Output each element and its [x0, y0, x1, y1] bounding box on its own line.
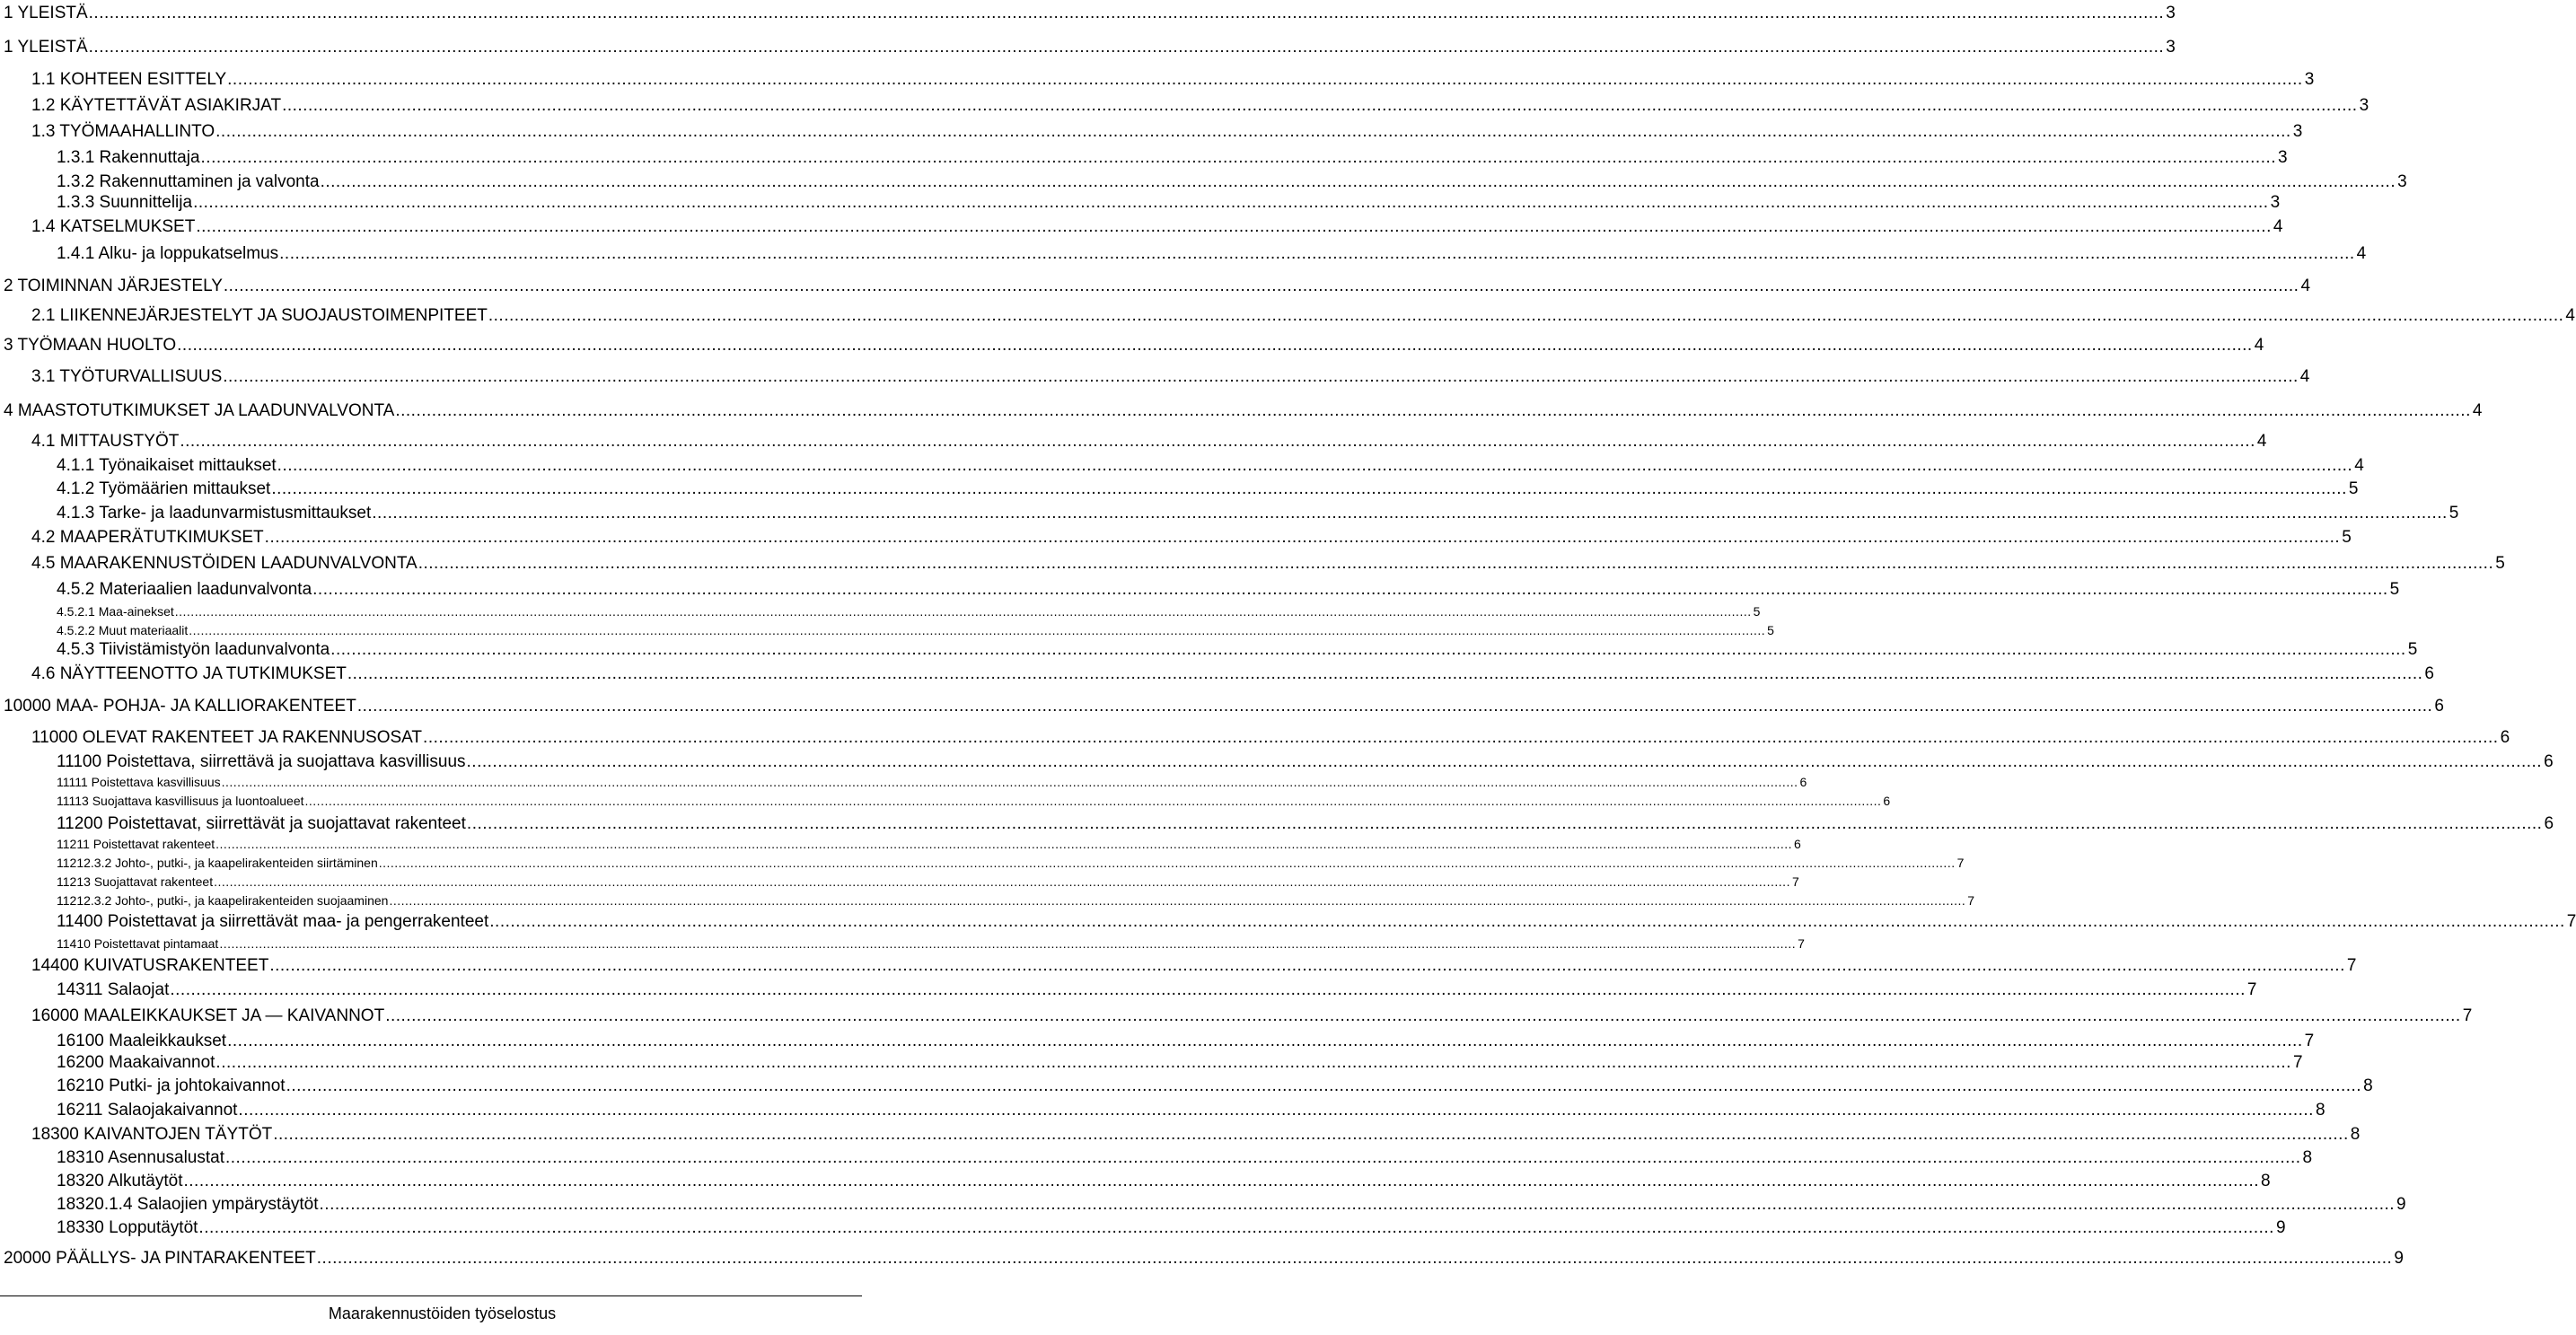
toc-entry-page: 9	[2275, 1218, 2286, 1237]
toc-entry[interactable]	[57, 242, 2367, 267]
toc-entry-page: 4	[2273, 217, 2283, 236]
toc-entry[interactable]	[57, 1146, 2313, 1171]
toc-dot-leader: ................................................................................................................................................................................................................................................................................................................................................................................................................	[466, 814, 2543, 833]
toc-entry[interactable]	[31, 953, 2357, 979]
toc-dot-leader: ................................................................................................................................................................................................................................................................................................................................................................................................................	[385, 1006, 2461, 1025]
toc-entry[interactable]	[57, 869, 1799, 889]
toc-dot-leader: ................................................................................................................................................................................................................................................................................................................................................................................................................	[277, 456, 2353, 475]
toc-entry-title: 4.5.3 Tiivistämistyön laadunvalvonta	[57, 640, 330, 659]
toc-entry-page: 8	[2363, 1076, 2373, 1095]
toc-dot-leader: ................................................................................................................................................................................................................................................................................................................................................................................................................	[225, 1148, 2301, 1167]
toc-entry-page: 7	[1798, 936, 1805, 951]
toc-dot-leader: ................................................................................................................................................................................................................................................................................................................................................................................................................	[200, 148, 2277, 167]
toc-entry[interactable]	[4, 35, 2176, 60]
toc-entry-page: 7	[2292, 1053, 2303, 1072]
toc-entry[interactable]	[57, 978, 2257, 1003]
toc-entry-page: 6	[2544, 814, 2554, 833]
toc-dot-leader: ................................................................................................................................................................................................................................................................................................................................................................................................................	[488, 306, 2564, 325]
toc-entry-page: 3	[2270, 193, 2281, 212]
toc-dot-leader: ................................................................................................................................................................................................................................................................................................................................................................................................................	[215, 837, 1793, 851]
toc-entry-title: 11211 Poistettavat rakenteet	[57, 837, 215, 851]
toc-entry[interactable]	[57, 145, 2288, 171]
toc-dot-leader: ................................................................................................................................................................................................................................................................................................................................................................................................................	[279, 244, 2355, 263]
toc-entry[interactable]	[57, 931, 1805, 951]
toc-dot-leader: ................................................................................................................................................................................................................................................................................................................................................................................................................	[215, 1053, 2291, 1072]
toc-dot-leader: ................................................................................................................................................................................................................................................................................................................................................................................................................	[286, 1076, 2362, 1095]
toc-entry[interactable]	[57, 1192, 2406, 1217]
toc-entry-title: 1.3.2 Rakennuttaminen ja valvonta	[57, 172, 320, 191]
toc-dot-leader: ................................................................................................................................................................................................................................................................................................................................................................................................................	[372, 504, 2448, 523]
toc-dot-leader: ................................................................................................................................................................................................................................................................................................................................................................................................................	[378, 856, 1956, 870]
toc-entry-title: 11000 OLEVAT RAKENTEET JA RAKENNUSOSAT	[31, 728, 423, 747]
toc-dot-leader: ................................................................................................................................................................................................................................................................................................................................................................................................................	[304, 794, 1882, 808]
toc-entry[interactable]	[31, 725, 2510, 751]
toc-dot-leader: ................................................................................................................................................................................................................................................................................................................................................................................................................	[356, 697, 2433, 716]
toc-entry-title: 16211 Salaojakaivannot	[57, 1101, 238, 1120]
toc-entry[interactable]	[31, 215, 2283, 240]
toc-entry[interactable]	[57, 888, 1975, 908]
toc-entry-title: 1.3.1 Rakennuttaja	[57, 148, 200, 167]
toc-entry-page: 5	[2495, 554, 2505, 573]
toc-entry-title: 16200 Maakaivannot	[57, 1053, 215, 1072]
toc-entry-title: 11410 Poistettavat pintamaat	[57, 936, 219, 951]
toc-entry-title: 1 YLEISTÄ	[4, 38, 88, 57]
footer-divider	[0, 1295, 862, 1296]
toc-entry-page: 3	[2166, 38, 2176, 57]
toc-dot-leader: ................................................................................................................................................................................................................................................................................................................................................................................................................	[223, 367, 2299, 386]
toc-entry-page: 7	[1791, 874, 1799, 889]
toc-entry-title: 11100 Poistettava, siirrettävä ja suojattava kasvillisuus	[57, 752, 466, 771]
toc-entry-title: 11213 Suojattavat rakenteet	[57, 874, 214, 889]
toc-entry-title: 4.1.2 Työmäärien mittaukset	[57, 479, 271, 498]
toc-entry-title: 11200 Poistettavat, siirrettävät ja suojattavat rakenteet	[57, 814, 466, 833]
toc-entry-title: 3 TYÖMAAN HUOLTO	[4, 336, 177, 355]
toc-entry-page: 6	[1794, 837, 1801, 851]
toc-entry[interactable]	[31, 551, 2505, 576]
toc-entry[interactable]	[57, 1074, 2373, 1099]
toc-dot-leader: ................................................................................................................................................................................................................................................................................................................................................................................................................	[223, 277, 2299, 295]
toc-dot-leader: ................................................................................................................................................................................................................................................................................................................................................................................................................	[221, 775, 1798, 789]
toc-dot-leader: ................................................................................................................................................................................................................................................................................................................................................................................................................	[269, 956, 2345, 975]
toc-entry-page: 5	[2389, 580, 2400, 599]
toc-entry-page: 8	[2261, 1172, 2271, 1190]
toc-entry-page: 6	[2434, 697, 2444, 716]
toc-entry-page: 8	[2315, 1101, 2325, 1120]
toc-entry-page: 6	[2424, 664, 2434, 683]
toc-entry[interactable]	[57, 618, 1774, 637]
toc-entry-page: 7	[2246, 980, 2257, 999]
toc-dot-leader: ................................................................................................................................................................................................................................................................................................................................................................................................................	[174, 604, 1752, 619]
toc-dot-leader: ................................................................................................................................................................................................................................................................................................................................................................................................................	[282, 96, 2358, 115]
toc-entry[interactable]	[31, 93, 2369, 119]
toc-dot-leader: ................................................................................................................................................................................................................................................................................................................................................................................................................	[219, 936, 1797, 951]
toc-entry-title: 11212.3.2 Johto-, putki-, ja kaapelirakenteiden siirtäminen	[57, 856, 378, 870]
toc-entry-page: 4	[2472, 401, 2483, 420]
toc-dot-leader: ................................................................................................................................................................................................................................................................................................................................................................................................................	[193, 193, 2269, 212]
toc-dot-leader: ................................................................................................................................................................................................................................................................................................................................................................................................................	[466, 752, 2543, 771]
page-footer: Maarakennustöiden työselostus	[328, 1304, 557, 1322]
toc-dot-leader: ................................................................................................................................................................................................................................................................................................................................................................................................................	[214, 874, 1790, 889]
toc-entry-title: 4.2 MAAPERÄTUTKIMUKSET	[31, 528, 264, 547]
toc-dot-leader: ................................................................................................................................................................................................................................................................................................................................................................................................................	[489, 912, 2565, 931]
toc-entry[interactable]	[4, 333, 2264, 358]
toc-entry-title: 1 YLEISTÄ	[4, 4, 88, 22]
toc-entry[interactable]	[57, 190, 2281, 215]
toc-entry-page: 6	[1799, 775, 1807, 789]
toc-entry-title: 4.6 NÄYTTEENOTTO JA TUTKIMUKSET	[31, 664, 347, 683]
toc-entry-title: 4.5.2 Materiaalien laadunvalvonta	[57, 580, 312, 599]
toc-entry-page: 9	[2396, 1195, 2406, 1214]
toc-entry[interactable]	[31, 67, 2315, 92]
toc-dot-leader: ................................................................................................................................................................................................................................................................................................................................................................................................................	[320, 172, 2396, 191]
toc-entry-page: 7	[1967, 893, 1975, 908]
toc-entry-page: 3	[2397, 172, 2407, 191]
toc-entry-page: 4	[2356, 244, 2367, 263]
toc-entry-page: 9	[2394, 1249, 2404, 1268]
toc-dot-leader: ................................................................................................................................................................................................................................................................................................................................................................................................................	[273, 1125, 2349, 1144]
toc-dot-leader: ................................................................................................................................................................................................................................................................................................................................................................................................................	[177, 336, 2253, 355]
toc-entry-page: 4	[2354, 456, 2364, 475]
toc-dot-leader: ................................................................................................................................................................................................................................................................................................................................................................................................................	[196, 217, 2272, 236]
toc-entry[interactable]	[31, 364, 2310, 390]
toc-dot-leader: ................................................................................................................................................................................................................................................................................................................................................................................................................	[170, 980, 2246, 999]
toc-entry[interactable]	[57, 769, 1807, 789]
toc-dot-leader: ................................................................................................................................................................................................................................................................................................................................................................................................................	[183, 1172, 2260, 1190]
toc-entry-page: 7	[2462, 1006, 2473, 1025]
toc-entry[interactable]	[57, 637, 2418, 663]
toc-dot-leader: ................................................................................................................................................................................................................................................................................................................................................................................................................	[271, 479, 2347, 498]
toc-entry-title: 18330 Lopputäytöt	[57, 1218, 198, 1237]
toc-entry-page: 3	[2304, 70, 2315, 89]
toc-dot-leader: ................................................................................................................................................................................................................................................................................................................................................................................................................	[215, 122, 2291, 141]
toc-entry[interactable]	[31, 1004, 2473, 1029]
toc-entry[interactable]	[31, 429, 2267, 454]
toc-entry[interactable]	[57, 1169, 2271, 1194]
toc-entry-title: 4.5.2.1 Maa-ainekset	[57, 604, 174, 619]
toc-entry[interactable]	[4, 1, 2176, 26]
toc-dot-leader: ................................................................................................................................................................................................................................................................................................................................................................................................................	[180, 432, 2255, 451]
toc-entry-page: 4	[2299, 367, 2310, 386]
toc-entry-title: 1.4.1 Alku- ja loppukatselmus	[57, 244, 279, 263]
toc-dot-leader: ................................................................................................................................................................................................................................................................................................................................................................................................................	[189, 623, 1766, 637]
toc-entry-title: 4.1.1 Työnaikaiset mittaukset	[57, 456, 277, 475]
toc-entry-page: 8	[2350, 1125, 2361, 1144]
toc-entry-page: 4	[2256, 432, 2267, 451]
toc-entry-title: 10000 MAA- POHJA- JA KALLIORAKENTEET	[4, 697, 356, 716]
toc-dot-leader: ................................................................................................................................................................................................................................................................................................................................................................................................................	[316, 1249, 2393, 1268]
toc-entry-page: 4	[2300, 277, 2311, 295]
toc-dot-leader: ................................................................................................................................................................................................................................................................................................................................................................................................................	[227, 1032, 2303, 1050]
toc-entry[interactable]	[4, 399, 2483, 424]
toc-dot-leader: ................................................................................................................................................................................................................................................................................................................................................................................................................	[395, 401, 2471, 420]
toc-entry-page: 6	[2500, 728, 2510, 747]
toc-entry-title: 1.3 TYÖMAAHALLINTO	[31, 122, 215, 141]
toc-entry-title: 20000 PÄÄLLYS- JA PINTARAKENTEET	[4, 1249, 316, 1268]
toc-entry-title: 16000 MAALEIKKAUKSET JA — KAIVANNOT	[31, 1006, 385, 1025]
toc-entry-page: 7	[1956, 856, 1965, 870]
toc-entry-page: 8	[2302, 1148, 2313, 1167]
toc-entry[interactable]	[57, 477, 2359, 502]
toc-dot-leader: ................................................................................................................................................................................................................................................................................................................................................................................................................	[312, 580, 2388, 599]
toc-entry[interactable]	[57, 850, 1965, 870]
toc-entry[interactable]	[57, 501, 2459, 526]
toc-entry[interactable]	[4, 1246, 2404, 1271]
toc-entry-title: 2 TOIMINNAN JÄRJESTELY	[4, 277, 223, 295]
toc-entry-title: 11113 Suojattava kasvillisuus ja luontoalueet	[57, 794, 304, 808]
toc-entry-title: 18320.1.4 Salaojien ympärystäytöt	[57, 1195, 319, 1214]
toc-entry-page: 7	[2346, 956, 2357, 975]
toc-entry-title: 4 MAASTOTUTKIMUKSET JA LAADUNVALVONTA	[4, 401, 395, 420]
toc-entry-page: 3	[2359, 96, 2369, 115]
toc-entry-title: 16100 Maaleikkaukset	[57, 1032, 227, 1050]
toc-entry-title: 18320 Alkutäytöt	[57, 1172, 183, 1190]
toc-entry-page: 5	[1753, 604, 1761, 619]
toc-entry-page: 3	[2292, 122, 2303, 141]
toc-dot-leader: ................................................................................................................................................................................................................................................................................................................................................................................................................	[264, 528, 2341, 547]
toc-dot-leader: ................................................................................................................................................................................................................................................................................................................................................................................................................	[418, 554, 2494, 573]
toc-entry-title: 4.1.3 Tarke- ja laadunvarmistusmittaukset	[57, 504, 372, 523]
toc-entry-page: 3	[2166, 4, 2176, 22]
toc-entry-title: 11400 Poistettavat ja siirrettävät maa- ja pengerrakenteet	[57, 912, 489, 931]
toc-entry-title: 14400 KUIVATUSRAKENTEET	[31, 956, 269, 975]
toc-dot-leader: ................................................................................................................................................................................................................................................................................................................................................................................................................	[347, 664, 2423, 683]
toc-dot-leader: ................................................................................................................................................................................................................................................................................................................................................................................................................	[227, 70, 2303, 89]
toc-dot-leader: ................................................................................................................................................................................................................................................................................................................................................................................................................	[88, 38, 2165, 57]
toc-entry-page: 7	[2566, 912, 2576, 931]
toc-dot-leader: ................................................................................................................................................................................................................................................................................................................................................................................................................	[198, 1218, 2274, 1237]
toc-entry[interactable]	[57, 599, 1761, 619]
toc-entry-title: 4.1 MITTAUSTYÖT	[31, 432, 180, 451]
toc-entry-title: 2.1 LIIKENNEJÄRJESTELYT JA SUOJAUSTOIMENPITEET	[31, 306, 488, 325]
toc-entry[interactable]	[57, 1098, 2325, 1123]
toc-entry[interactable]	[31, 303, 2575, 329]
toc-entry-page: 5	[2342, 528, 2352, 547]
toc-entry[interactable]	[57, 453, 2364, 479]
toc-entry-page: 5	[1767, 623, 1774, 637]
toc-entry-title: 4.5 MAARAKENNUSTÖIDEN LAADUNVALVONTA	[31, 554, 418, 573]
toc-entry-title: 4.5.2.2 Muut materiaalit	[57, 623, 189, 637]
toc-entry-title: 1.4 KATSELMUKSET	[31, 217, 196, 236]
toc-dot-leader: ................................................................................................................................................................................................................................................................................................................................................................................................................	[88, 4, 2165, 22]
toc-entry-title: 14311 Salaojat	[57, 980, 170, 999]
toc-entry-title: 18310 Asennusalustat	[57, 1148, 224, 1167]
toc-entry[interactable]	[31, 119, 2303, 145]
toc-dot-leader: ................................................................................................................................................................................................................................................................................................................................................................................................................	[389, 893, 1966, 908]
toc-entry[interactable]	[57, 1216, 2286, 1241]
toc-entry[interactable]	[31, 662, 2434, 687]
toc-dot-leader: ................................................................................................................................................................................................................................................................................................................................................................................................................	[423, 728, 2499, 747]
toc-dot-leader: ................................................................................................................................................................................................................................................................................................................................................................................................................	[319, 1195, 2396, 1214]
toc-entry[interactable]	[57, 1050, 2303, 1076]
toc-entry-title: 3.1 TYÖTURVALLISUUS	[31, 367, 223, 386]
toc-entry-title: 18300 KAIVANTOJEN TÄYTÖT	[31, 1125, 273, 1144]
toc-entry[interactable]	[31, 525, 2352, 550]
toc-entry-title: 1.1 KOHTEEN ESITTELY	[31, 70, 227, 89]
toc-entry-page: 5	[2449, 504, 2459, 523]
toc-entry-page: 5	[2348, 479, 2359, 498]
toc-entry-page: 4	[2254, 336, 2264, 355]
toc-dot-leader: ................................................................................................................................................................................................................................................................................................................................................................................................................	[330, 640, 2406, 659]
toc-entry-page: 4	[2565, 306, 2575, 325]
toc-entry-title: 1.2 KÄYTETTÄVÄT ASIAKIRJAT	[31, 96, 282, 115]
toc-entry-title: 11111 Poistettava kasvillisuus	[57, 775, 221, 789]
toc-entry[interactable]	[4, 274, 2311, 299]
toc-entry-page: 7	[2304, 1032, 2315, 1050]
toc-entry[interactable]	[57, 831, 1801, 851]
toc-dot-leader: ................................................................................................................................................................................................................................................................................................................................................................................................................	[238, 1101, 2314, 1120]
toc-entry[interactable]	[4, 694, 2444, 719]
toc-entry[interactable]	[31, 1122, 2361, 1147]
toc-entry-title: 16210 Putki- ja johtokaivannot	[57, 1076, 286, 1095]
toc-entry-page: 6	[2544, 752, 2554, 771]
toc-entry[interactable]	[57, 788, 1891, 808]
toc-entry-page: 6	[1883, 794, 1891, 808]
toc-entry-title: 11212.3.2 Johto-, putki-, ja kaapelirakenteiden suojaaminen	[57, 893, 389, 908]
toc-entry-title: 1.3.3 Suunnittelija	[57, 193, 193, 212]
toc-entry-page: 3	[2278, 148, 2288, 167]
toc-entry-page: 5	[2407, 640, 2418, 659]
